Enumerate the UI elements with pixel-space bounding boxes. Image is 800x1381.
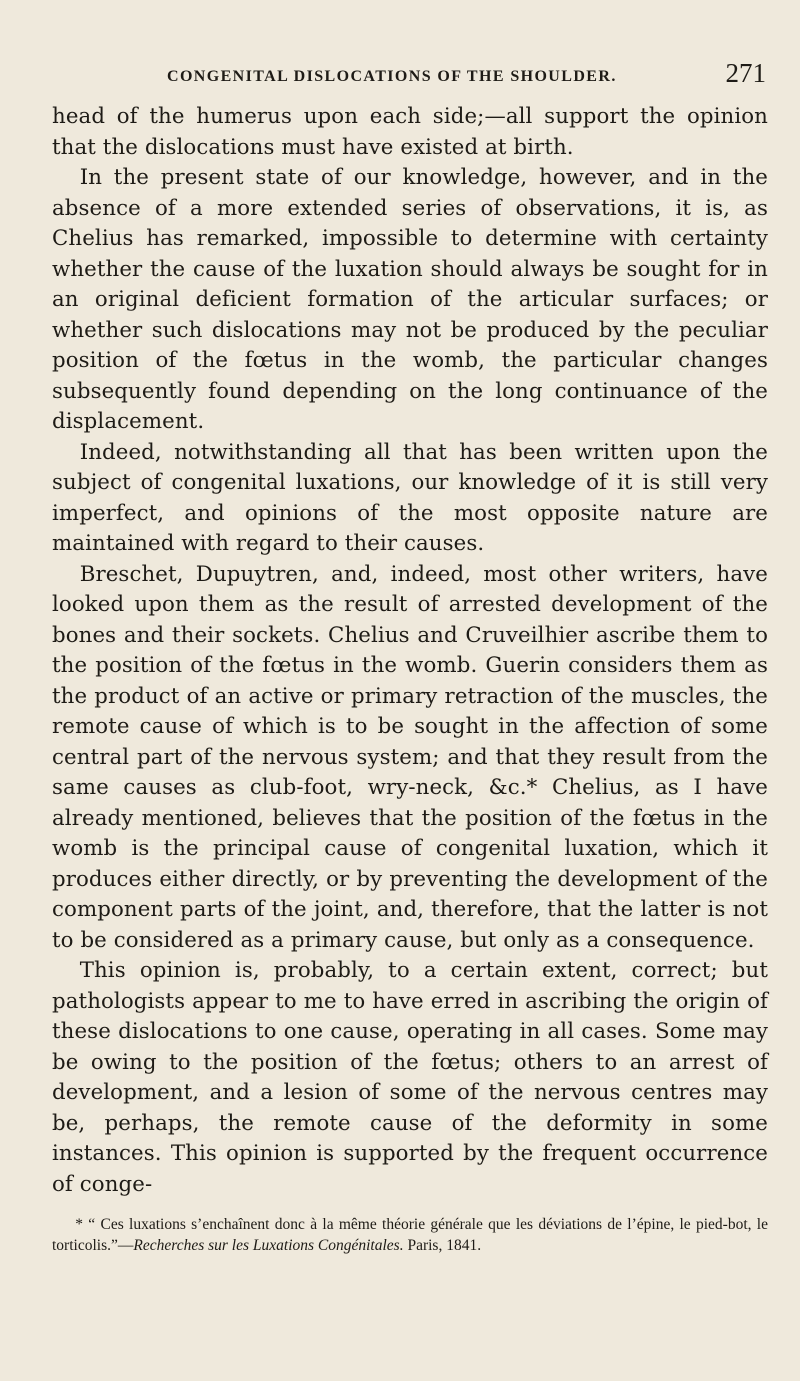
- paragraph: In the present state of our knowledge, however, and in the absence of a more extended series of observations, it is, as Chelius has remarked, impossible to determine with certainty whether the cause of the luxation should always be sought for in an original deficient formation of the articular surfaces; or whether such dislocations may not be produced by the peculiar position of the fœtus in the womb, the particular changes subsequently found depending on the long continuance of the displacement.: [52, 165, 768, 434]
- footnote-text: * “ Ces luxations s’enchaînent donc à la même théorie générale que les déviations de l’épine, le pied-bot, le torticolis.”—: [52, 1216, 768, 1254]
- body-text: [52, 102, 768, 1200]
- paragraph: head of the humerus upon each side;—all support the opinion that the dislocations must have existed at birth.: [52, 104, 768, 160]
- footnote-source-rest: Paris, 1841.: [403, 1237, 482, 1254]
- footnote: [52, 1214, 768, 1256]
- paragraph: This opinion is, probably, to a certain extent, correct; but pathologists appear to me to have erred in ascribing the origin of these dislocations to one cause, operating in all cases. Some may be owing to the position of the fœtus; others to an arrest of development, and a lesion of some of the nervous centres may be, perhaps, the remote cause of the deformity in some instances. This opinion is supported by the frequent occurrence of conge-: [52, 958, 768, 1197]
- footnote-source-title: Recherches sur les Luxations Congénitales.: [133, 1237, 404, 1254]
- paragraph: Indeed, notwithstanding all that has been written upon the subject of congenital luxations, our knowledge of it is still very imperfect, and opinions of the most opposite nature are maintained with regard to their causes.: [52, 439, 768, 556]
- book-page: [52, 58, 768, 1256]
- running-title: CONGENITAL DISLOCATIONS OF THE SHOULDER.: [167, 68, 617, 85]
- page-number: 271: [725, 58, 766, 88]
- paragraph: Breschet, Dupuytren, and, indeed, most other writers, have looked upon them as the result of arrested development of the bones and their sockets. Chelius and Cruveilhier ascribe them to the position of the fœtus in the womb. Guerin considers them as the product of an active or primary retraction of the muscles, the remote cause of which is to be sought in the affection of some central part of the nervous system; and that they result from the same causes as club-foot, wry-neck, &c.* Chelius, as I have already mentioned, believes that the position of the fœtus in the womb is the principal cause of congenital luxation, which it produces either directly, or by preventing the development of the component parts of the joint, and, therefore, that the latter is not to be considered as a primary cause, but only as a consequence.: [52, 561, 768, 953]
- running-header: [52, 58, 768, 102]
